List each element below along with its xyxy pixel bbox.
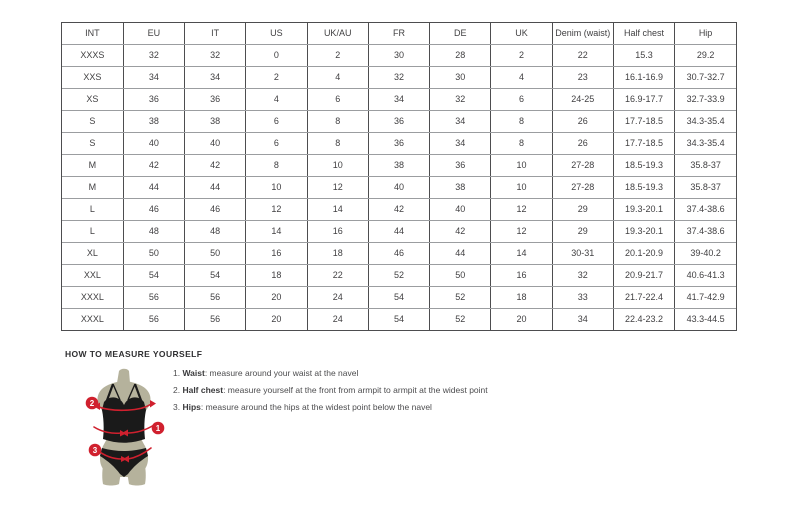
- table-cell: 44: [123, 177, 184, 199]
- table-row: [62, 243, 736, 265]
- table-row: [62, 287, 736, 309]
- table-cell: 30-31: [552, 243, 613, 265]
- size-chart-table: [62, 23, 736, 330]
- table-cell: 44: [185, 177, 246, 199]
- table-cell: M: [62, 155, 123, 177]
- table-cell: 35.8-37: [675, 177, 736, 199]
- table-cell: 6: [246, 111, 307, 133]
- mannequin-illustration: [78, 366, 170, 488]
- table-cell: 2: [491, 45, 552, 67]
- step-number: 1.: [173, 368, 183, 378]
- measure-steps-list: [173, 368, 488, 419]
- table-cell: 30.7-32.7: [675, 67, 736, 89]
- table-cell: 10: [246, 177, 307, 199]
- table-cell: 34: [368, 89, 429, 111]
- table-cell: 16: [246, 243, 307, 265]
- table-cell: 16.1-16.9: [613, 67, 674, 89]
- table-cell: 18: [491, 287, 552, 309]
- table-cell: 8: [307, 111, 368, 133]
- table-cell: 8: [307, 133, 368, 155]
- table-cell: 50: [430, 265, 491, 287]
- column-header: EU: [123, 23, 184, 45]
- table-row: [62, 111, 736, 133]
- step-description: : measure yourself at the front from armpit to armpit at the widest point: [223, 385, 488, 395]
- table-cell: 22.4-23.2: [613, 309, 674, 331]
- table-cell: 19.3-20.1: [613, 199, 674, 221]
- table-cell: 56: [185, 309, 246, 331]
- table-cell: 16: [491, 265, 552, 287]
- table-cell: 18: [246, 265, 307, 287]
- table-cell: 54: [185, 265, 246, 287]
- table-cell: 30: [368, 45, 429, 67]
- table-cell: 4: [491, 67, 552, 89]
- table-cell: 26: [552, 111, 613, 133]
- table-row: [62, 155, 736, 177]
- table-cell: 19.3-20.1: [613, 221, 674, 243]
- table-cell: 24: [307, 287, 368, 309]
- table-cell: 27-28: [552, 155, 613, 177]
- table-row: [62, 177, 736, 199]
- step-term: Half chest: [182, 385, 224, 395]
- table-row: [62, 89, 736, 111]
- table-row: [62, 45, 736, 67]
- table-cell: 38: [185, 111, 246, 133]
- table-cell: 42: [430, 221, 491, 243]
- table-cell: 43.3-44.5: [686, 314, 725, 324]
- table-cell: 12: [491, 199, 552, 221]
- table-cell: 46: [123, 199, 184, 221]
- table-cell: 14: [246, 221, 307, 243]
- table-cell: XXS: [62, 67, 123, 89]
- table-row: [62, 199, 736, 221]
- column-header: Denim (waist): [552, 23, 613, 45]
- table-cell: 34: [552, 309, 613, 331]
- step-description: : measure around your waist at the navel: [204, 368, 359, 378]
- table-cell: 28: [430, 45, 491, 67]
- table-row: [62, 67, 736, 89]
- table-cell: 29: [552, 199, 613, 221]
- table-cell: 36: [123, 89, 184, 111]
- table-cell: 20: [246, 309, 307, 331]
- table-cell: 37.4-38.6: [675, 199, 736, 221]
- table-cell: 16.9-17.7: [613, 89, 674, 111]
- table-cell: 12: [246, 199, 307, 221]
- table-cell: 34: [430, 133, 491, 155]
- table-cell: M: [62, 177, 123, 199]
- table-cell: 46: [185, 199, 246, 221]
- table-cell: 22: [552, 45, 613, 67]
- table-cell: 34.3-35.4: [675, 133, 736, 155]
- table-cell: XXXS: [62, 45, 123, 67]
- column-header: Half chest: [613, 23, 674, 45]
- table-cell: 18.5-19.3: [613, 177, 674, 199]
- table-cell: 56: [123, 287, 184, 309]
- table-cell: 40: [368, 177, 429, 199]
- table-cell: 37.4-38.6: [675, 221, 736, 243]
- step-term: Hips: [182, 402, 201, 412]
- table-cell: 36: [185, 89, 246, 111]
- table-cell: 20: [246, 287, 307, 309]
- table-cell: 14: [307, 199, 368, 221]
- table-cell: 8: [491, 133, 552, 155]
- section-title: HOW TO MEASURE YOURSELF: [65, 349, 203, 359]
- table-cell: 32: [552, 265, 613, 287]
- hips-badge-label: 3: [92, 445, 98, 455]
- table-cell: 54: [123, 265, 184, 287]
- table-cell: 24-25: [552, 89, 613, 111]
- column-header: UK/AU: [307, 23, 368, 45]
- table-cell: 44: [368, 221, 429, 243]
- column-header: US: [246, 23, 307, 45]
- step-number: 2.: [173, 385, 183, 395]
- measure-step: [173, 368, 488, 385]
- table-cell: 34: [430, 111, 491, 133]
- table-cell: 20.9-21.7: [613, 265, 674, 287]
- table-cell: S: [62, 133, 123, 155]
- table-cell: 52: [430, 309, 491, 331]
- table-row: [62, 221, 736, 243]
- table-cell: 4: [246, 89, 307, 111]
- table-cell: 54: [368, 309, 429, 331]
- table-cell: L: [62, 199, 123, 221]
- step-number: 3.: [173, 402, 183, 412]
- table-cell: 26: [552, 133, 613, 155]
- table-cell: 20: [491, 309, 552, 331]
- table-cell: 12: [491, 221, 552, 243]
- table-cell: 42: [123, 155, 184, 177]
- table-cell: 56: [185, 287, 246, 309]
- table-cell: 22: [307, 265, 368, 287]
- table-cell: 32: [430, 89, 491, 111]
- table-cell: 39-40.2: [675, 243, 736, 265]
- size-chart-frame: [61, 22, 737, 331]
- table-cell: 48: [123, 221, 184, 243]
- table-cell: 52: [430, 287, 491, 309]
- table-cell: 40: [185, 133, 246, 155]
- step-term: Waist: [182, 368, 205, 378]
- table-cell: 40.6-41.3: [675, 265, 736, 287]
- measure-step: [173, 402, 488, 419]
- table-cell: 40: [123, 133, 184, 155]
- table-cell: 50: [123, 243, 184, 265]
- column-header: IT: [185, 23, 246, 45]
- chest-badge-label: 2: [89, 398, 95, 408]
- table-row: [62, 265, 736, 287]
- table-cell: 36: [368, 133, 429, 155]
- table-cell: 38: [368, 155, 429, 177]
- table-cell: XL: [62, 243, 123, 265]
- table-cell: 32.7-33.9: [675, 89, 736, 111]
- column-header: DE: [430, 23, 491, 45]
- column-header: FR: [368, 23, 429, 45]
- table-cell: 0: [246, 45, 307, 67]
- column-header: INT: [62, 23, 123, 45]
- table-cell: 24: [307, 309, 368, 331]
- table-cell: 50: [185, 243, 246, 265]
- table-cell: 10: [307, 155, 368, 177]
- table-cell: 56: [123, 309, 184, 331]
- table-cell: 6: [307, 89, 368, 111]
- table-cell: 10: [491, 155, 552, 177]
- table-cell: XXXL: [62, 309, 123, 331]
- table-cell: 35.8-37: [675, 155, 736, 177]
- table-cell: XS: [62, 89, 123, 111]
- table-cell: XXL: [62, 265, 123, 287]
- table-cell: 10: [491, 177, 552, 199]
- table-cell: 42: [185, 155, 246, 177]
- table-cell: 4: [307, 67, 368, 89]
- table-cell: 46: [368, 243, 429, 265]
- table-cell: XXXL: [62, 287, 123, 309]
- table-cell: 32: [185, 45, 246, 67]
- table-cell: 15.3: [613, 45, 674, 67]
- table-cell: 12: [307, 177, 368, 199]
- table-cell: 48: [185, 221, 246, 243]
- table-cell: 21.7-22.4: [613, 287, 674, 309]
- table-cell: 44: [430, 243, 491, 265]
- column-header: UK: [491, 23, 552, 45]
- measure-step: [173, 385, 488, 402]
- table-body: [62, 45, 736, 331]
- table-cell: 23: [552, 67, 613, 89]
- table-cell: 6: [491, 89, 552, 111]
- table-cell: 52: [368, 265, 429, 287]
- table-cell: 40: [430, 199, 491, 221]
- table-cell: 14: [491, 243, 552, 265]
- table-cell: 34.3-35.4: [675, 111, 736, 133]
- table-cell: 42: [368, 199, 429, 221]
- table-cell: 17.7-18.5: [613, 133, 674, 155]
- table-cell: 18: [307, 243, 368, 265]
- table-cell: 29.2: [675, 45, 736, 67]
- table-cell: 2: [307, 45, 368, 67]
- table-cell: 29: [552, 221, 613, 243]
- table-cell: 41.7-42.9: [675, 287, 736, 309]
- table-cell: 17.7-18.5: [613, 111, 674, 133]
- table-cell: 34: [185, 67, 246, 89]
- table-row: [62, 309, 736, 331]
- table-cell: 30: [430, 67, 491, 89]
- table-cell: 18.5-19.3: [613, 155, 674, 177]
- step-description: : measure around the hips at the widest point below the navel: [200, 402, 432, 412]
- table-cell: 36: [430, 155, 491, 177]
- table-header-row: [62, 23, 736, 45]
- table-cell: S: [62, 111, 123, 133]
- table-row: [62, 133, 736, 155]
- table-cell: 33: [552, 287, 613, 309]
- table-cell: 54: [368, 287, 429, 309]
- table-cell: 34: [123, 67, 184, 89]
- table-cell: 20.1-20.9: [613, 243, 674, 265]
- table-cell: 6: [246, 133, 307, 155]
- table-cell: 2: [246, 67, 307, 89]
- table-cell: 38: [430, 177, 491, 199]
- table-cell: 32: [368, 67, 429, 89]
- table-cell: 32: [123, 45, 184, 67]
- table-cell: 8: [246, 155, 307, 177]
- table-cell: 8: [491, 111, 552, 133]
- waist-badge-label: 1: [155, 423, 161, 433]
- table-cell: L: [62, 221, 123, 243]
- table-cell: 27-28: [552, 177, 613, 199]
- table-cell: 38: [123, 111, 184, 133]
- table-cell: 16: [307, 221, 368, 243]
- measurement-figure: [78, 366, 170, 488]
- table-cell: 36: [368, 111, 429, 133]
- column-header: Hip: [675, 23, 736, 45]
